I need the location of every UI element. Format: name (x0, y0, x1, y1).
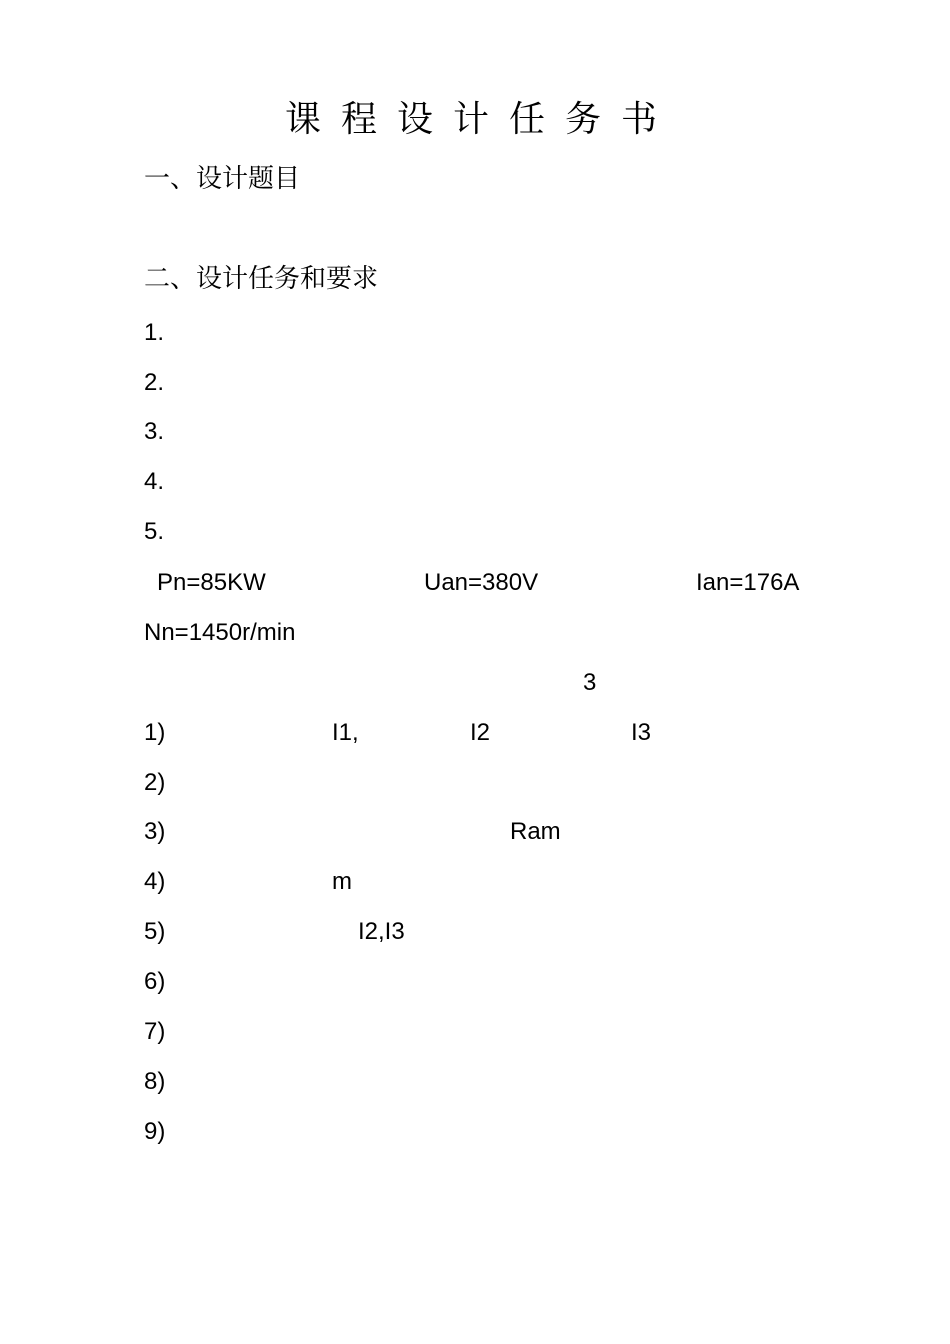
step-3-ram: Ram (510, 818, 561, 845)
step-1-i3: I3 (631, 719, 652, 746)
param-pn: Pn=85KW (157, 569, 266, 596)
step-1: 1) (144, 719, 166, 746)
step-1-i2: I2 (470, 719, 491, 746)
param-uan: Uan=380V (424, 569, 539, 596)
step-5-i2-i3: I2,I3 (358, 918, 405, 945)
numbered-item-1: 1. (144, 319, 165, 346)
step-4-m: m (332, 868, 352, 895)
numbered-item-4: 4. (144, 468, 165, 495)
step-4: 4) (144, 868, 166, 895)
param-ian: Ian=176A (696, 569, 800, 596)
numbered-item-2: 2. (144, 369, 165, 396)
step-9: 9) (144, 1118, 166, 1145)
step-5: 5) (144, 918, 166, 945)
section-heading-tasks-requirements: 二、设计任务和要求 (144, 264, 379, 294)
step-7: 7) (144, 1018, 166, 1045)
step-1-i1: I1, (332, 719, 359, 746)
param-nn: Nn=1450r/min (144, 619, 296, 646)
section-heading-design-topic: 一、设计题目 (144, 164, 301, 194)
step-3: 3) (144, 818, 166, 845)
step-6: 6) (144, 968, 166, 995)
numbered-item-5: 5. (144, 518, 165, 545)
numbered-item-3: 3. (144, 418, 165, 445)
step-2: 2) (144, 769, 166, 796)
note-3: 3 (583, 669, 597, 696)
step-8: 8) (144, 1068, 166, 1095)
document-title: 课程设计任务书 (285, 99, 678, 140)
